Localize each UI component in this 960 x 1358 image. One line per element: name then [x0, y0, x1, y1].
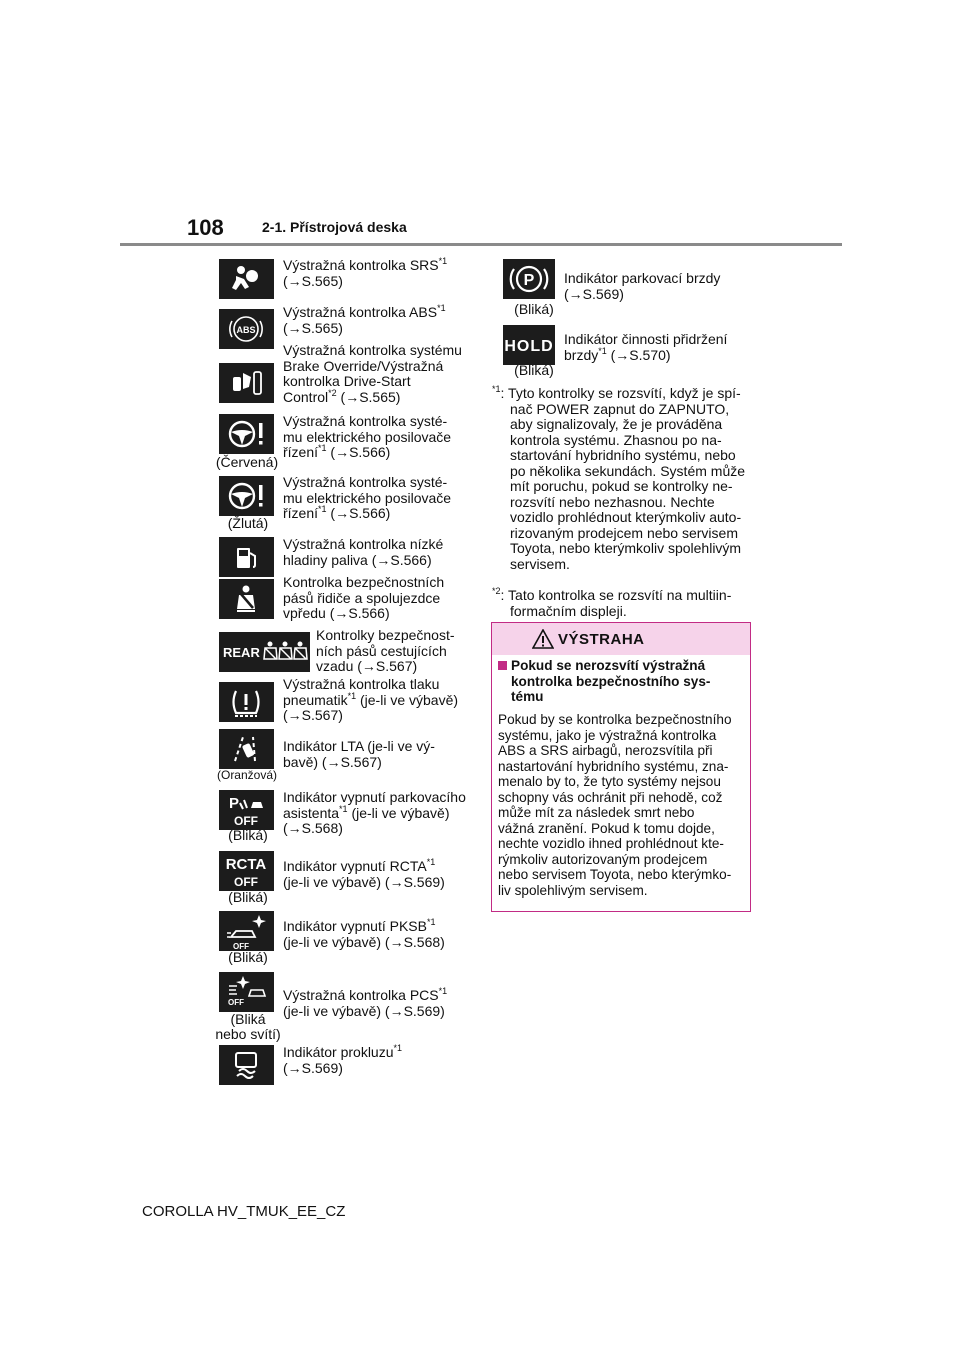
description-line: [283, 387, 462, 406]
footnote-line: [510, 433, 722, 449]
footnote-ref: *1: [347, 690, 357, 701]
description-text: kontrolka Drive-Start: [283, 373, 411, 389]
footnote-mark: *2: [492, 586, 501, 596]
description-text: asistenta: [283, 804, 340, 821]
caption-line: (Bliká): [514, 362, 554, 378]
description-text: (→S.566): [326, 444, 391, 460]
description-text: (→S.569): [564, 285, 624, 302]
description-text: (→S.568): [283, 820, 343, 836]
footnote-text: Toyota, nebo kterýmkoliv spolehlivým: [510, 540, 742, 556]
fuel-icon: [219, 537, 274, 577]
description-text: ních pásů cestujících: [316, 642, 447, 659]
description-text: Výstražná kontrolka systému: [283, 342, 462, 358]
footnote-text: nač POWER zapnut do ZAPNUTO,: [510, 400, 730, 417]
pksb-off-icon: [219, 911, 274, 951]
caption-line: (Bliká): [228, 827, 268, 843]
warning-heading-line: Pokud se nerozsvítí výstražná: [511, 658, 706, 673]
description-text: (je-li ve výbavě): [356, 691, 459, 708]
warning-body-line: nastartování hybridního systému, zna-: [498, 758, 729, 774]
footnote-line: [510, 448, 736, 464]
description-line: [564, 345, 727, 364]
caption-line: (Bliká): [514, 301, 554, 317]
indicator-color-caption: [213, 455, 281, 470]
indicator-color-caption: [219, 950, 277, 965]
description-text: (je-li ve výbavě) (→S.569): [283, 873, 445, 890]
footnote-text: rizovaným prodejcem nebo servisem: [510, 524, 738, 541]
description-line: [283, 1004, 447, 1020]
footnote-text: startování hybridního systému, nebo: [510, 447, 736, 463]
svg-text:OFF: OFF: [233, 942, 249, 951]
warning-body-line: schopny vás ochránit při nehodě, což: [498, 789, 723, 805]
description-line: [316, 628, 455, 644]
description-text: (→S.565): [336, 388, 401, 405]
warning-body-line: rýmkoliv autorizovaným prodejcem: [498, 851, 708, 867]
description-text: Brake Override/Výstražná: [283, 357, 444, 374]
caption-line: (Bliká): [228, 889, 268, 905]
caption-line: nebo svítí): [215, 1026, 281, 1042]
description-line: [564, 271, 720, 287]
description-line: [283, 343, 462, 359]
caption-line: (Oranžová): [216, 768, 278, 782]
brake-override-icon: [219, 363, 274, 403]
indicator-description: [283, 677, 458, 724]
description-text: (→S.566): [326, 505, 391, 521]
svg-text:REAR: REAR: [223, 645, 260, 660]
warning-body-line: menalo by to, že tyto systémy nejsou: [498, 774, 721, 789]
description-line: [564, 287, 720, 303]
description-line: [283, 321, 446, 337]
warning-body-line: ABS a SRS airbagů, nerozsvítila při: [498, 743, 713, 758]
indicator-color-caption: [219, 828, 277, 843]
footnote-line: [510, 557, 570, 573]
description-text: (→S.567): [283, 707, 343, 723]
description-line: [564, 332, 727, 348]
description-text: Kontrolka bezpečnostních: [283, 574, 445, 590]
warning-body-line: může mít za následek smrt nebo: [498, 805, 695, 820]
description-text: Výstražná kontrolka tlaku: [283, 676, 440, 692]
warning-header: [492, 623, 750, 655]
description-line: [283, 739, 435, 755]
indicator-description: [564, 271, 720, 302]
indicator-color-caption: [505, 363, 563, 378]
description-text: Výstražná kontrolka ABS: [283, 304, 438, 320]
footnote-ref: *1: [437, 303, 446, 313]
footnote-line: [510, 541, 741, 557]
indicator-color-caption: [212, 1012, 284, 1042]
footnote-line: [510, 417, 722, 433]
description-text: Control: [283, 388, 329, 405]
footnote-mark: *1: [492, 384, 501, 394]
footnote-line: [510, 402, 729, 418]
footnote-line: [510, 526, 738, 542]
description-line: [316, 644, 455, 660]
footnote-line: [510, 479, 733, 495]
indicator-description: [283, 988, 447, 1019]
svg-text:OFF: OFF: [234, 814, 258, 828]
brake-hold-icon: [503, 325, 555, 365]
description-line: [283, 859, 445, 875]
indicator-description: [283, 859, 445, 890]
header-rule: [120, 243, 842, 246]
svg-text:HOLD: HOLD: [504, 338, 554, 355]
description-line: [283, 690, 459, 709]
warning-body-line: Pokud by se kontrolka bezpečnostního: [498, 712, 732, 727]
svg-text:OFF: OFF: [228, 998, 244, 1007]
rear-seatbelt-icon: [219, 632, 310, 672]
description-line: [283, 919, 445, 935]
slip-indicator-icon: [219, 1045, 274, 1085]
description-text: pneumatik: [283, 691, 348, 708]
warning-body-line: systému, jako je výstražná kontrolka: [498, 727, 717, 743]
description-line: [283, 374, 462, 390]
warning-title: VÝSTRAHA: [558, 631, 645, 648]
description-line: [283, 537, 443, 553]
description-line: [283, 258, 447, 274]
description-text: Kontrolky bezpečnost-: [316, 627, 455, 643]
indicator-description: [283, 305, 446, 336]
indicator-description: [283, 919, 445, 950]
footnote-text: mít poruchu, pokud se kontrolky ne-: [510, 478, 733, 494]
description-line: [283, 790, 466, 806]
parking-assist-off-icon: [219, 790, 274, 830]
warning-body-line: nebo servisem Toyota, nebo kterýmko-: [498, 867, 732, 882]
description-line: [283, 988, 447, 1004]
footnote-text: formačním displeji.: [510, 602, 627, 619]
description-text: (je-li ve výbavě): [347, 804, 450, 821]
description-text: (→S.565): [283, 319, 343, 336]
warning-body-line: nechte vozidlo ihned prohlédnout kte-: [498, 836, 724, 851]
footnote-text: : Tyto kontrolky se rozsvítí, když je spí-: [500, 385, 741, 401]
description-text: brzdy: [564, 346, 599, 363]
indicator-description: [283, 414, 451, 461]
footnote-ref: *1: [318, 504, 327, 514]
description-line: [283, 305, 446, 321]
footnote-ref: *1: [393, 1043, 403, 1053]
indicator-color-caption: [505, 302, 563, 317]
footnote-ref: *1: [438, 986, 448, 996]
footnote-ref: *1: [339, 803, 348, 814]
svg-text:OFF: OFF: [234, 875, 258, 889]
caption-line: (Bliká: [230, 1011, 266, 1027]
description-line: [283, 821, 466, 837]
description-text: (→S.570): [606, 346, 671, 363]
footnote-text: vozidlo prohlédnout kterýmkoliv auto-: [510, 509, 742, 525]
indicator-description: [283, 475, 451, 522]
warning-heading-line: kontrolka bezpečnostního sys-: [511, 673, 711, 689]
rcta-off-icon: [219, 851, 274, 891]
warning-bullet-icon: [498, 661, 507, 670]
svg-text:ABS: ABS: [236, 325, 256, 335]
indicator-description: [283, 537, 443, 568]
footnote-text: kontrola systému. Zhasnou po na-: [510, 431, 722, 448]
pcs-icon: [219, 972, 274, 1012]
warning-box: [491, 622, 751, 912]
description-text: Indikátor LTA (je-li ve vý-: [283, 738, 435, 754]
steering-warning-red-icon: [219, 414, 274, 454]
footnote-ref: *1: [426, 917, 436, 927]
steering-warning-yellow-icon: [219, 476, 274, 516]
indicator-description: [283, 1045, 402, 1076]
description-line: [283, 591, 444, 607]
caption-line: (Žlutá): [227, 515, 269, 531]
description-text: bavě) (→S.567): [283, 753, 382, 770]
description-line: [283, 491, 451, 507]
warning-heading-line: tému: [511, 689, 544, 704]
description-text: vzadu (→S.567): [316, 658, 418, 674]
page-number: 108: [187, 215, 224, 240]
description-text: Indikátor vypnutí parkovacího: [283, 789, 466, 805]
description-line: [283, 359, 462, 375]
footnote-line: [510, 495, 715, 511]
description-line: [316, 659, 455, 675]
indicator-description: [283, 258, 447, 289]
srs-airbag-icon: [219, 259, 274, 299]
indicator-description: [316, 628, 455, 675]
indicator-color-caption: [219, 516, 277, 531]
footnote-ref: *1: [598, 345, 607, 356]
description-text: (→S.565): [283, 272, 343, 289]
seatbelt-icon: [219, 579, 274, 619]
description-line: [283, 430, 451, 446]
abs-icon: [219, 309, 274, 349]
lta-icon: [219, 729, 274, 769]
footer-doc-id: COROLLA HV_TMUK_EE_CZ: [142, 1203, 346, 1220]
description-text: Výstražná kontrolka PCS: [283, 987, 439, 1003]
description-line: [283, 506, 451, 522]
indicator-color-caption: [219, 890, 277, 905]
svg-text:P: P: [229, 795, 240, 812]
footnote-line: [492, 588, 731, 604]
indicator-description: [283, 790, 466, 837]
caption-line: (Bliká): [228, 949, 268, 965]
tire-pressure-icon: [219, 682, 274, 722]
description-text: pásů řidiče a spolujezdce: [283, 589, 441, 606]
description-line: [283, 875, 445, 891]
footnote-text: aby signalizovaly, že je prováděna: [510, 416, 723, 432]
svg-text:RCTA: RCTA: [225, 856, 267, 873]
indicator-description: [283, 575, 444, 622]
description-text: řízení: [283, 505, 319, 521]
description-line: [283, 553, 443, 569]
description-text: Indikátor vypnutí RCTA: [283, 858, 427, 874]
indicator-description: [564, 332, 727, 363]
description-text: hladiny paliva (→S.566): [283, 551, 432, 568]
description-line: [283, 1045, 402, 1061]
description-text: řízení: [283, 444, 319, 460]
description-line: [283, 935, 445, 951]
description-text: vpředu (→S.566): [283, 605, 390, 621]
footnote-text: po několika sekundách. Systém může: [510, 462, 746, 479]
description-text: Výstražná kontrolka systé-: [283, 413, 448, 429]
description-text: Indikátor parkovací brzdy: [564, 270, 721, 286]
footnote-line: [510, 510, 741, 526]
description-line: [283, 606, 444, 622]
description-text: Výstražná kontrolka systé-: [283, 474, 448, 490]
footnote-ref: *1: [318, 443, 327, 453]
description-text: (→S.569): [283, 1059, 343, 1076]
description-line: [283, 575, 444, 591]
warning-triangle-icon: [532, 629, 554, 649]
description-text: (je-li ve výbavě) (→S.568): [283, 933, 445, 950]
warning-body-line: liv spolehlivým servisem.: [498, 882, 648, 898]
description-line: [283, 755, 435, 771]
section-title: 2-1. Přístrojová deska: [262, 219, 407, 235]
description-text: Výstražná kontrolka SRS: [283, 257, 439, 273]
description-line: [283, 677, 458, 693]
description-line: [283, 445, 451, 461]
indicator-color-caption: [211, 768, 283, 783]
warning-body-line: vážná zranění. Pokud k tomu dojde,: [498, 820, 715, 836]
description-line: [283, 1061, 402, 1077]
footnote-line: [510, 464, 745, 480]
footnote-text: rozsvítí nebo nezhasnou. Nechte: [510, 493, 715, 510]
footnote-line: [492, 386, 741, 402]
description-text: Indikátor činnosti přidržení: [564, 331, 728, 347]
footnote-ref: *2: [328, 387, 337, 398]
description-line: [283, 274, 447, 290]
footnote-ref: *1: [426, 857, 436, 867]
indicator-description: [283, 739, 435, 770]
description-line: [283, 414, 451, 430]
description-text: (je-li ve výbavě) (→S.569): [283, 1002, 445, 1019]
parking-brake-icon: [503, 259, 555, 299]
footnote-text: : Tato kontrolka se rozsvítí na multiin-: [500, 587, 732, 603]
description-text: Výstražná kontrolka nízké: [283, 536, 444, 552]
footnote-ref: *1: [438, 256, 448, 266]
footnote-text: servisem.: [510, 555, 570, 572]
caption-line: (Červená): [215, 454, 279, 470]
description-text: Indikátor prokluzu: [283, 1044, 394, 1060]
description-line: [283, 708, 458, 724]
description-text: Indikátor vypnutí PKSB: [283, 918, 427, 934]
description-text: mu elektrického posilovače: [283, 489, 452, 506]
svg-text:P: P: [523, 272, 535, 289]
footnote-line: [510, 604, 627, 620]
description-line: [283, 803, 466, 822]
description-text: mu elektrického posilovače: [283, 428, 452, 445]
indicator-description: [283, 343, 462, 405]
description-line: [283, 475, 451, 491]
